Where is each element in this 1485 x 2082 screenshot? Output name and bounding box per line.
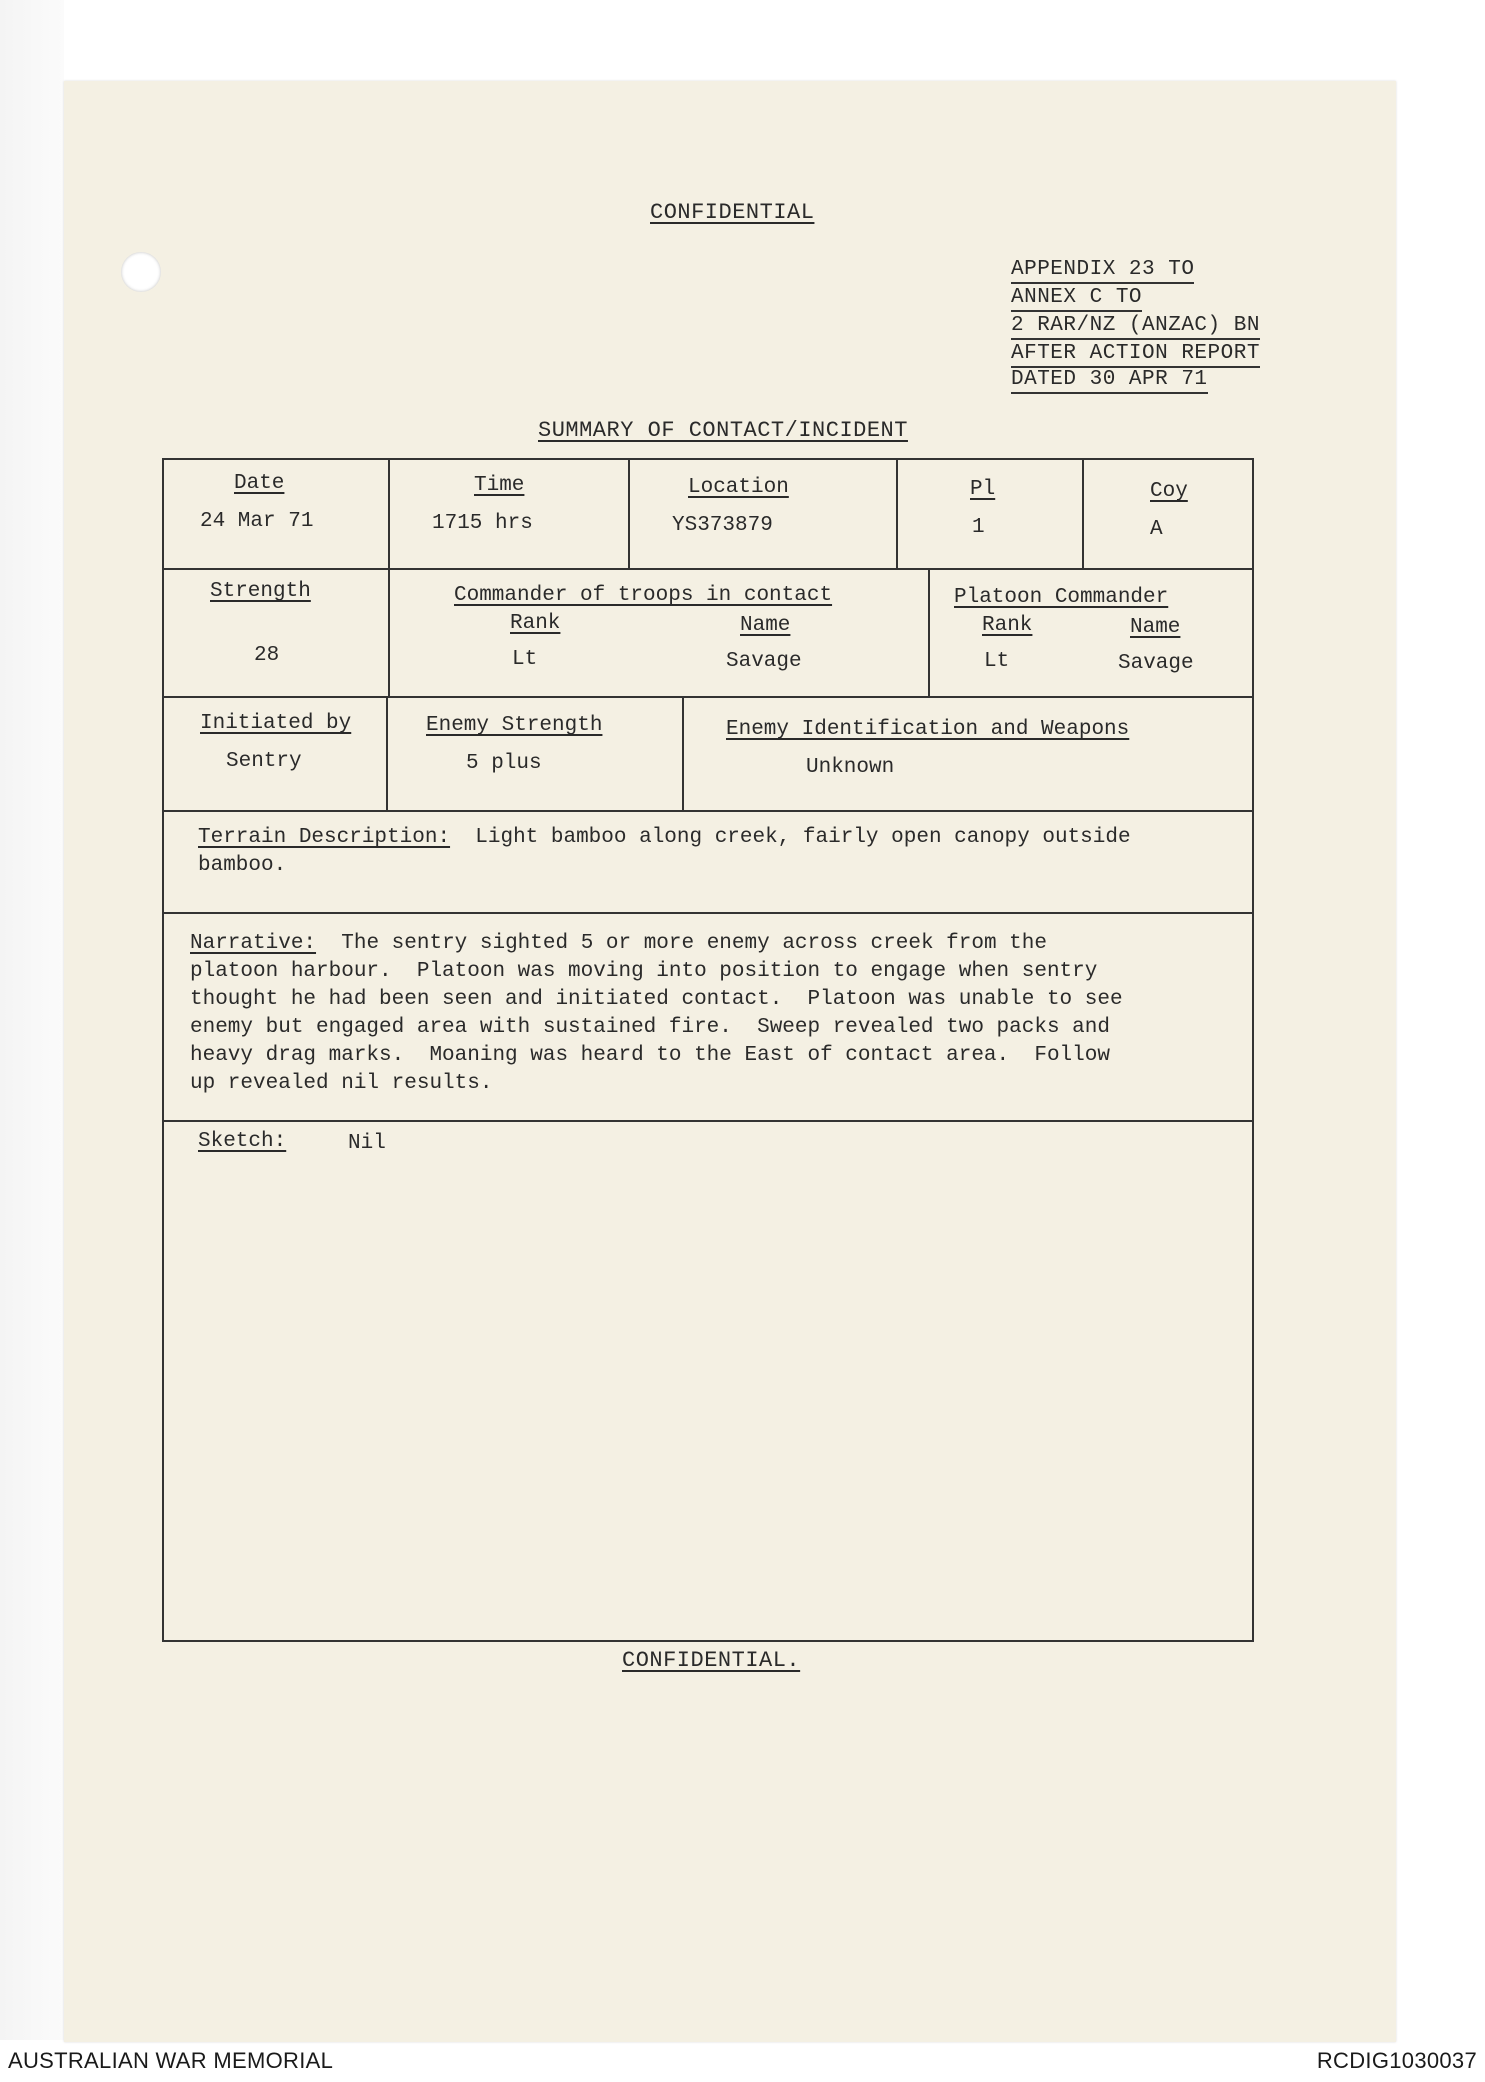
column-divider bbox=[388, 568, 390, 696]
location-value: YS373879 bbox=[672, 514, 773, 537]
commander-rank-value: Lt bbox=[512, 648, 538, 671]
date-label: Date bbox=[234, 472, 285, 495]
location-label: Location bbox=[688, 476, 789, 499]
time-value: 1715 hrs bbox=[432, 512, 533, 535]
commander-name-label: Name bbox=[740, 614, 791, 637]
date-value: 24 Mar 71 bbox=[200, 510, 314, 533]
column-divider bbox=[386, 696, 388, 810]
time-label: Time bbox=[474, 474, 525, 497]
platoon-rank-value: Lt bbox=[984, 650, 1010, 673]
enemy-strength-label: Enemy Strength bbox=[426, 714, 603, 737]
narrative-text-continued: platoon harbour. Platoon was moving into position to engage when sentry thought he had been seen and initiated contact. Platoon was unable to see enemy but engaged area with sustained fire. Sweep revealed two packs and heavy drag marks. Moaning was heard to the East of contact area. Follow up revealed nil results. bbox=[190, 960, 1123, 1095]
punch-hole bbox=[121, 252, 161, 292]
company-value: A bbox=[1150, 518, 1163, 541]
sketch-value: Nil bbox=[348, 1132, 386, 1155]
column-divider bbox=[388, 460, 390, 568]
commander-name-value: Savage bbox=[726, 650, 802, 673]
reference-line-1: APPENDIX 23 TO bbox=[1011, 258, 1194, 284]
terrain-label: Terrain Description: bbox=[198, 826, 451, 849]
narrative-label: Narrative: bbox=[190, 932, 317, 955]
column-divider bbox=[628, 460, 630, 568]
row-divider bbox=[164, 1120, 1252, 1122]
reference-line-4: AFTER ACTION REPORT bbox=[1011, 342, 1260, 368]
archive-id: RCDIG1030037 bbox=[1316, 2048, 1477, 2073]
terrain-description bbox=[198, 824, 1238, 880]
platoon-rank-label: Rank bbox=[982, 614, 1033, 637]
reference-line-5: DATED 30 APR 71 bbox=[1011, 368, 1208, 394]
company-label: Coy bbox=[1150, 480, 1188, 503]
commander-label: Commander of troops in contact bbox=[454, 584, 833, 607]
column-divider bbox=[682, 696, 684, 810]
form-title: SUMMARY OF CONTACT/INCIDENT bbox=[538, 418, 908, 443]
initiated-by-value: Sentry bbox=[226, 750, 302, 773]
scan-margin bbox=[0, 0, 64, 2040]
classification-bottom: CONFIDENTIAL. bbox=[622, 1648, 801, 1673]
commander-rank-label: Rank bbox=[510, 612, 561, 635]
row-divider bbox=[164, 912, 1252, 914]
terrain-text-continued: bamboo. bbox=[198, 854, 287, 877]
row-divider bbox=[164, 568, 1252, 570]
enemy-identification-label: Enemy Identification and Weapons bbox=[726, 718, 1130, 741]
sketch-label: Sketch: bbox=[198, 1130, 287, 1153]
row-divider bbox=[164, 696, 1252, 698]
platoon-name-label: Name bbox=[1130, 616, 1181, 639]
strength-value: 28 bbox=[254, 644, 280, 667]
narrative-text: The sentry sighted 5 or more enemy across creek from the bbox=[341, 932, 1047, 955]
reference-line-3: 2 RAR/NZ (ANZAC) BN bbox=[1011, 314, 1260, 340]
classification-top: CONFIDENTIAL bbox=[650, 200, 815, 225]
enemy-strength-value: 5 plus bbox=[466, 752, 542, 775]
contact-summary-form bbox=[162, 458, 1254, 1642]
column-divider bbox=[896, 460, 898, 568]
strength-label: Strength bbox=[210, 580, 311, 603]
column-divider bbox=[1082, 460, 1084, 568]
initiated-by-label: Initiated by bbox=[200, 712, 352, 735]
row-divider bbox=[164, 810, 1252, 812]
column-divider bbox=[928, 568, 930, 696]
narrative bbox=[190, 930, 1240, 1098]
terrain-text: Light bamboo along creek, fairly open canopy outside bbox=[475, 826, 1131, 849]
platoon-value: 1 bbox=[972, 516, 985, 539]
platoon-label: Pl bbox=[970, 478, 996, 501]
platoon-commander-label: Platoon Commander bbox=[954, 586, 1169, 609]
enemy-identification-value: Unknown bbox=[806, 756, 895, 779]
platoon-name-value: Savage bbox=[1118, 652, 1194, 675]
archive-caption: AUSTRALIAN WAR MEMORIAL bbox=[8, 2048, 334, 2073]
reference-line-2: ANNEX C TO bbox=[1011, 286, 1142, 312]
